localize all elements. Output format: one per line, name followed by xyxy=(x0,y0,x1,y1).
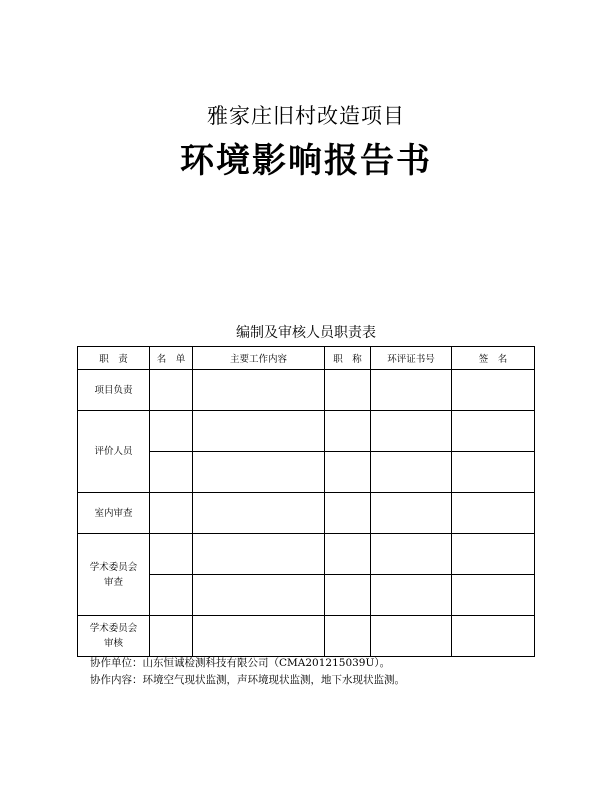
table-row xyxy=(78,370,535,411)
table-cell xyxy=(452,616,535,657)
table-cell xyxy=(193,493,325,534)
table-cell xyxy=(371,411,452,452)
table-cell xyxy=(325,370,371,411)
table-cell xyxy=(193,452,325,493)
role-project-lead: 项目负责 xyxy=(78,370,150,411)
table-cell xyxy=(452,452,535,493)
table-cell xyxy=(150,411,193,452)
project-title: 雅家庄旧村改造项目 xyxy=(207,104,405,128)
table-cell xyxy=(371,616,452,657)
table-cell xyxy=(150,534,193,575)
role-internal-review: 室内审查 xyxy=(78,493,150,534)
table-row xyxy=(78,616,535,657)
table-header-row xyxy=(78,347,535,370)
table-cell xyxy=(371,575,452,616)
table-cell xyxy=(371,370,452,411)
table-cell xyxy=(325,534,371,575)
table-cell xyxy=(452,493,535,534)
table-cell xyxy=(150,575,193,616)
table-cell xyxy=(325,575,371,616)
staff-responsibility-table xyxy=(77,346,535,657)
table-cell xyxy=(150,370,193,411)
table-cell xyxy=(371,493,452,534)
cooperation-notes xyxy=(90,655,405,689)
header-name: 名 单 xyxy=(150,347,193,370)
table-cell xyxy=(371,452,452,493)
table-row xyxy=(78,534,535,575)
role-academic-review-line1: 学术委员会 xyxy=(89,561,138,573)
role-academic-approval xyxy=(78,616,150,657)
table-cell xyxy=(325,493,371,534)
cooperating-unit-note: 协作单位：山东恒诚检测科技有限公司（CMA201215039U）。 xyxy=(90,657,391,669)
role-academic-review-line2: 审查 xyxy=(103,576,123,588)
table-cell xyxy=(193,575,325,616)
table-cell xyxy=(193,616,325,657)
table-cell xyxy=(452,411,535,452)
role-academic-approval-line1: 学术委员会 xyxy=(89,623,138,634)
table-cell xyxy=(452,534,535,575)
staff-table-caption: 编制及审核人员职责表 xyxy=(236,325,376,341)
table-cell xyxy=(193,370,325,411)
table-cell xyxy=(193,534,325,575)
role-academic-review xyxy=(78,534,150,616)
table-cell xyxy=(193,411,325,452)
role-academic-approval-line2: 审核 xyxy=(103,638,123,649)
table-cell xyxy=(371,534,452,575)
document-type-title: 环境影响报告书 xyxy=(180,141,432,181)
cooperation-content-note: 协作内容：环境空气现状监测，声环境现状监测，地下水现状监测。 xyxy=(90,674,405,686)
table-row xyxy=(78,411,535,452)
table-cell xyxy=(325,452,371,493)
table-cell xyxy=(325,411,371,452)
table-cell xyxy=(452,370,535,411)
table-cell xyxy=(150,452,193,493)
header-certificate-no: 环评证书号 xyxy=(371,347,452,370)
table-cell xyxy=(150,493,193,534)
table-cell xyxy=(150,616,193,657)
table-cell xyxy=(325,616,371,657)
header-signature: 签 名 xyxy=(452,347,535,370)
header-main-work: 主要工作内容 xyxy=(193,347,325,370)
table-row xyxy=(78,493,535,534)
role-evaluator: 评价人员 xyxy=(78,411,150,493)
header-duty: 职 责 xyxy=(78,347,150,370)
table-cell xyxy=(452,575,535,616)
header-title: 职 称 xyxy=(325,347,371,370)
